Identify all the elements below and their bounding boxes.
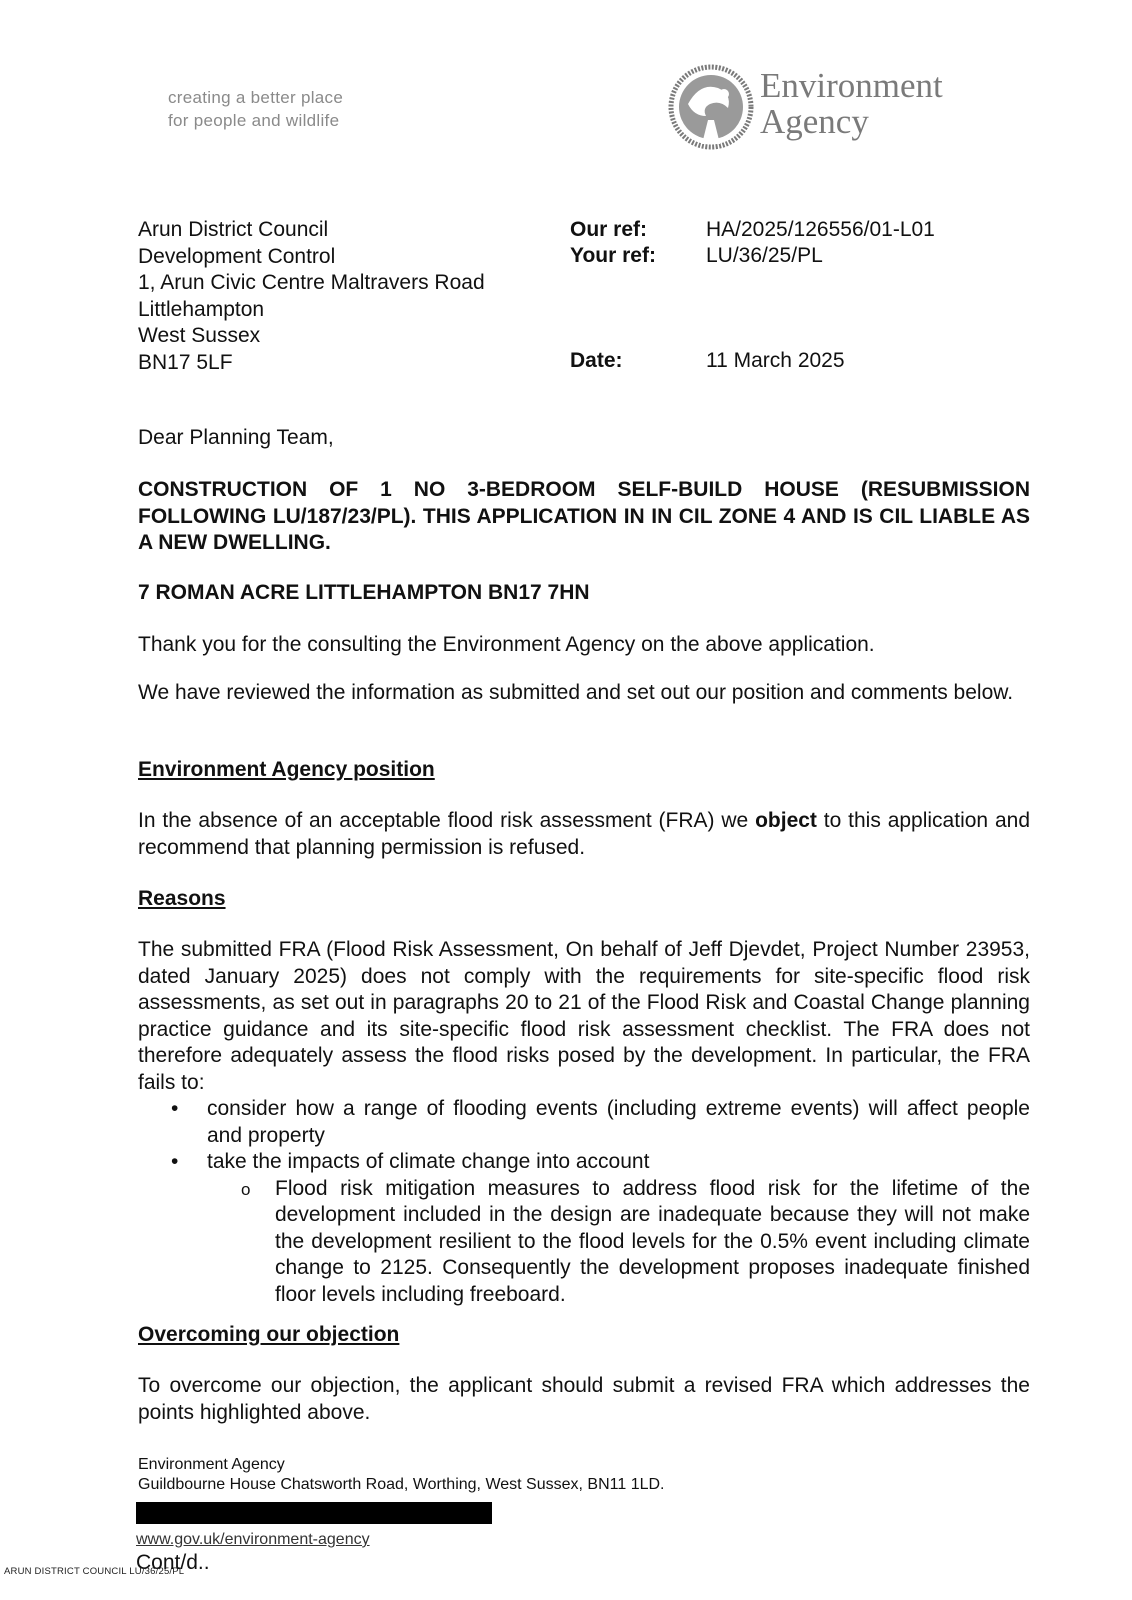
- tagline: [168, 86, 343, 132]
- logo-line: Environment: [760, 66, 943, 105]
- your-ref-value: LU/36/25/PL: [706, 244, 823, 267]
- environment-agency-logo: [668, 64, 968, 154]
- logo-wordmark: [760, 68, 943, 140]
- tagline-line: creating a better place: [168, 88, 344, 107]
- reasons-heading: Reasons: [138, 887, 226, 910]
- overcoming-heading: Overcoming our objection: [138, 1323, 400, 1346]
- position-text: to this application and recommend that planning permission is refused.: [138, 809, 1030, 859]
- our-ref-label: Our ref:: [570, 218, 648, 241]
- footer-street: Guildbourne House Chatsworth Road, Worthing, West Sussex, BN11 1LD.: [138, 1475, 665, 1493]
- site-address: 7 ROMAN ACRE LITTLEHAMPTON BN17 7HN: [138, 581, 590, 604]
- address-line: BN17 5LF: [138, 350, 233, 374]
- council-stamp: ARUN DISTRICT COUNCIL LU/36/25/PL: [4, 1566, 185, 1577]
- overcoming-paragraph: To overcome our objection, the applicant should submit a revised FRA which addresses the points highlighted above.: [138, 1374, 1030, 1424]
- continued-label: Cont/d..: [136, 1551, 210, 1574]
- website-link[interactable]: www.gov.uk/environment-agency: [136, 1531, 370, 1548]
- tagline-line: for people and wildlife: [168, 111, 340, 130]
- subject-heading: CONSTRUCTION OF 1 NO 3-BEDROOM SELF-BUILD HOUSE (RESUBMISSION FOLLOWING LU/187/23/PL). THIS APPLICATION IN IN CIL ZONE 4 AND IS CIL LIABLE AS A NEW DWELLING.: [138, 478, 1030, 554]
- our-ref-value: HA/2025/126556/01-L01: [706, 218, 935, 241]
- list-item: o Flood risk mitigation measures to address flood risk for the lifetime of the development included in the design are inadequate because they will not make the development resilient to the flood levels for the 0.5% event including climate change to 2125. Consequently the development proposes inadequate finished floor levels including freeboard.: [138, 1176, 1030, 1309]
- list-item: • take the impacts of climate change into account: [138, 1149, 1030, 1176]
- redaction-bar: [136, 1502, 492, 1524]
- date-value: 11 March 2025: [706, 349, 845, 372]
- reasons-bullet-list: [138, 1096, 1030, 1176]
- address-line: Arun District Council: [138, 218, 329, 241]
- footer-org: Environment Agency: [138, 1456, 285, 1473]
- position-text: In the absence of an acceptable flood risk assessment (FRA) we: [138, 809, 756, 832]
- address-line: Littlehampton: [138, 297, 265, 321]
- footer-address: [138, 1455, 664, 1494]
- reviewed-paragraph: We have reviewed the information as submitted and set out our position and comments below.: [138, 681, 1014, 704]
- address-line: Development Control: [138, 244, 336, 268]
- reasons-section: [138, 937, 1030, 1308]
- recipient-address: [138, 217, 485, 376]
- object-emphasis: object: [755, 809, 817, 832]
- date-label: Date:: [570, 349, 623, 372]
- logo-line: Agency: [760, 102, 869, 141]
- position-heading: Environment Agency position: [138, 758, 435, 781]
- address-line: 1, Arun Civic Centre Maltravers Road: [138, 271, 485, 294]
- ea-emblem-icon: [668, 64, 754, 150]
- reasons-sub-list: [138, 1176, 1030, 1309]
- reasons-paragraph: The submitted FRA (Flood Risk Assessment, On behalf of Jeff Djevdet, Project Number 23953, dated January 2025) does not comply with the requirements for site-specific flood risk assessments, as set out in paragraphs 20 to 21 of the Flood Risk and Coastal Change planning practice guidance and its site-specific flood risk assessment checklist. The FRA does not therefore adequately assess the flood risks posed by the development. In particular, the FRA fails to:: [138, 938, 1030, 1094]
- list-item: • consider how a range of flooding events (including extreme events) will affect people and property: [138, 1096, 1030, 1149]
- your-ref-label: Your ref:: [570, 244, 656, 267]
- salutation: Dear Planning Team,: [138, 426, 334, 449]
- address-line: West Sussex: [138, 324, 261, 347]
- position-paragraph: [138, 808, 1030, 861]
- thanks-paragraph: Thank you for the consulting the Environment Agency on the above application.: [138, 633, 875, 656]
